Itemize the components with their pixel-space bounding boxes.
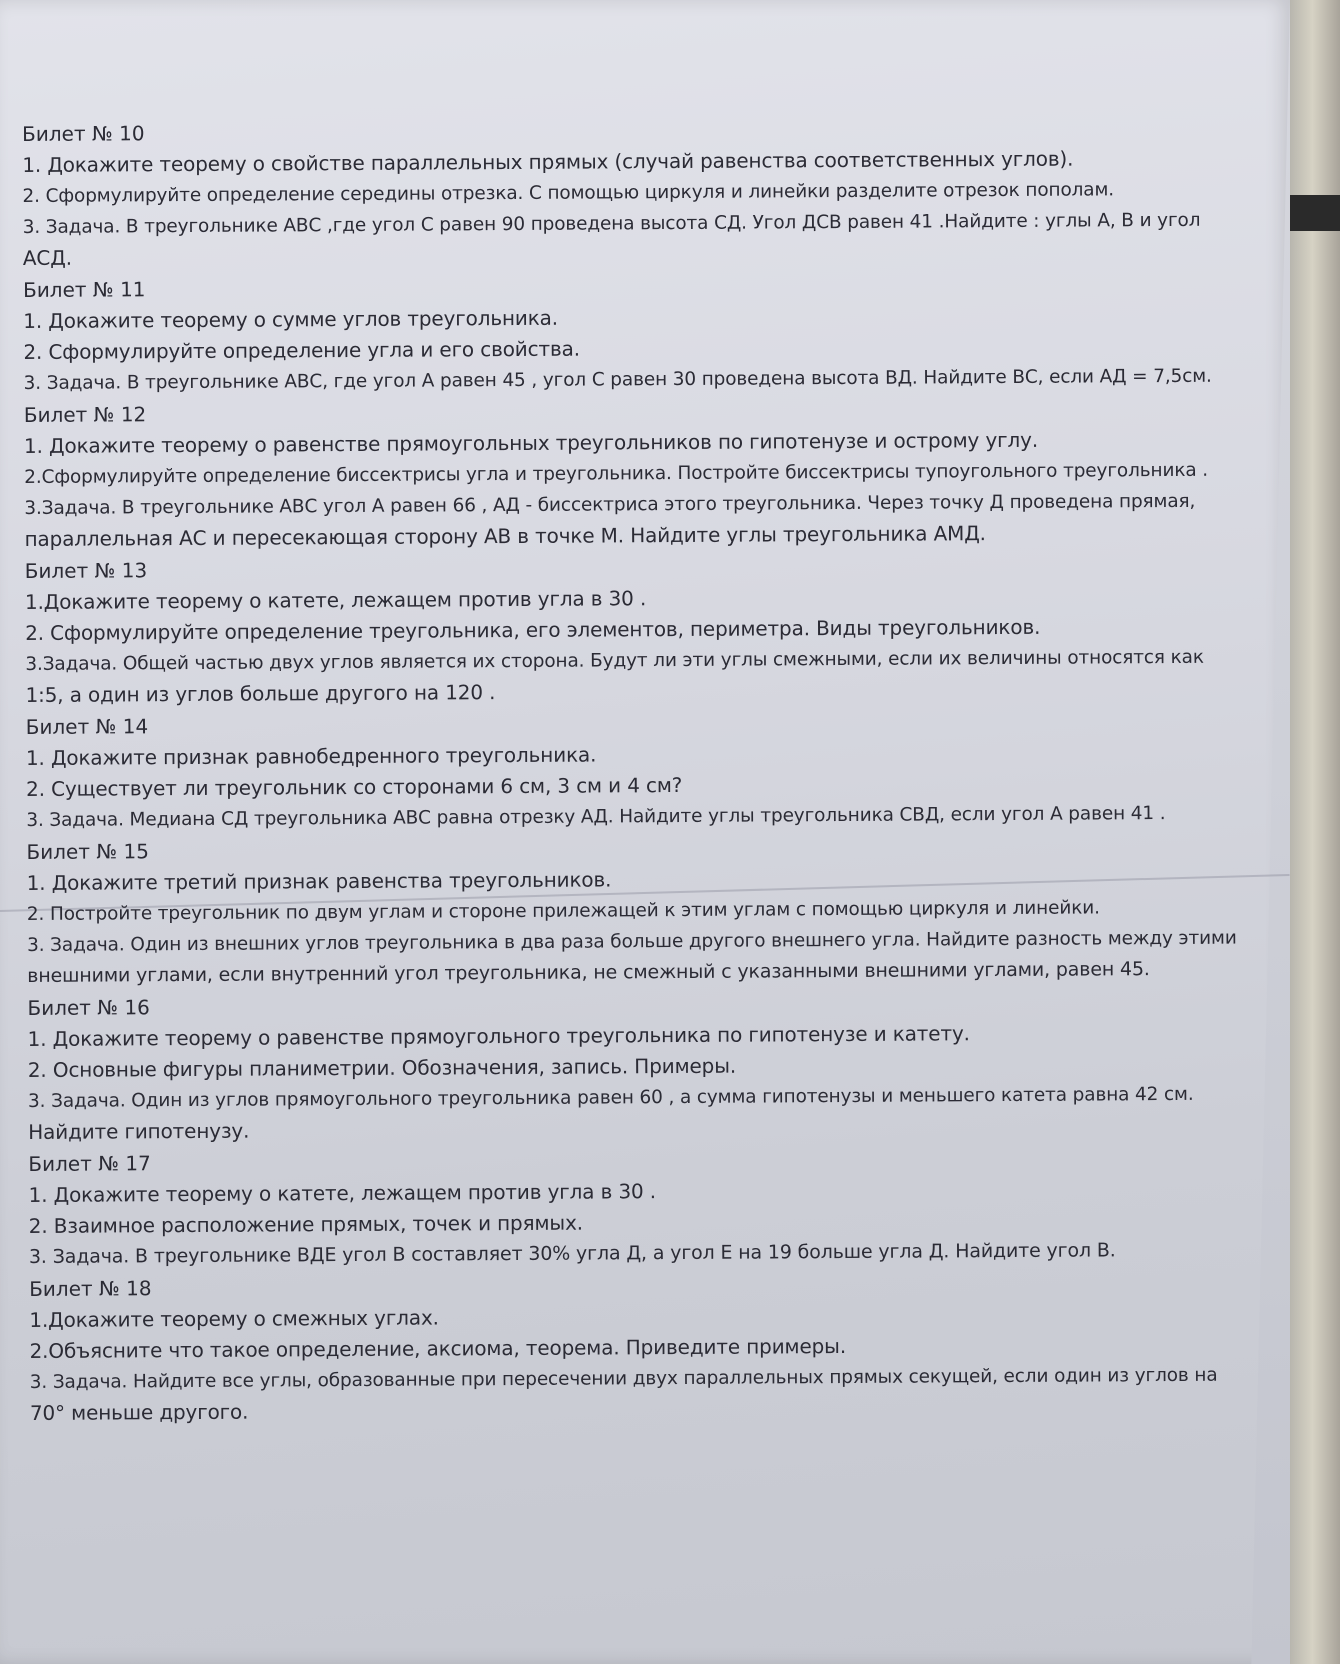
ticket-question: 1. Докажите признак равнобедренного треугольника.	[25, 742, 597, 770]
ticket-task-continuation: параллельная АС и пересекающая сторону АВ в точке М. Найдите углы треугольника АМД.	[24, 521, 986, 551]
ticket-question: 1. Докажите теорему о сумме углов треугольника.	[23, 305, 559, 333]
ticket-task: 3. Задача. В треугольнике ВДЕ угол В составляет 30% угла Д, а угол Е на 19 больше угла Д. Найдите угол В.	[28, 1239, 1116, 1268]
ticket-task: 3. Задача. Найдите все углы, образованные при пересечении двух параллельных прямых секущей, если один из углов на	[29, 1364, 1218, 1393]
ticket-11	[23, 266, 1289, 399]
ticket-list	[22, 110, 1295, 1429]
ticket-13	[25, 547, 1291, 711]
ticket-16	[27, 984, 1293, 1148]
ticket-question: 2. Взаимное расположение прямых, точек и прямых.	[28, 1210, 584, 1238]
ticket-question: 2. Основные фигуры планиметрии. Обозначения, запись. Примеры.	[27, 1053, 737, 1082]
ticket-17	[28, 1140, 1294, 1273]
ticket-task: 3.Задача. Общей частью двух углов является их сторона. Будут ли эти углы смежными, если их величины относятся как	[25, 646, 1204, 675]
ticket-task-continuation: 1:5, а один из углов больше другого на 120 .	[25, 680, 496, 707]
ticket-task-continuation: внешними углами, если внутренний угол треугольника, не смежный с указанными внешними углами, равен 45.	[27, 958, 1150, 987]
ticket-question: 2.Сформулируйте определение биссектрисы угла и треугольника. Постройте биссектрисы тупоугольного треугольника .	[24, 459, 1209, 488]
ticket-title: Билет № 13	[24, 558, 148, 583]
ticket-question: 1. Докажите теорему о свойстве параллельных прямых (случай равенства соответственных углов).	[22, 146, 1074, 177]
ticket-question: 1. Докажите теорему о равенстве прямоугольного треугольника по гипотенузе и катету.	[27, 1021, 970, 1051]
ticket-task: 3. Задача. Один из внешних углов треугольника в два раза больше другого внешнего угла. Найдите разность между этими	[26, 927, 1237, 956]
ticket-question: 2. Постройте треугольник по двум углам и стороне прилежащей к этим углам с помощью циркуля и линейки.	[26, 897, 1100, 925]
ticket-title: Билет № 16	[27, 995, 150, 1020]
ticket-task: 3. Задача. Один из углов прямоугольного треугольника равен 60 , а сумма гипотенузы и меньшего катета равна 42 см.	[27, 1083, 1194, 1112]
ticket-task-continuation: 70° меньше другого.	[29, 1399, 249, 1425]
ticket-question: 1. Докажите теорему о катете, лежащем против угла в 30 .	[28, 1179, 657, 1207]
ticket-question: 1.Докажите теорему о катете, лежащем против угла в 30 .	[24, 586, 647, 614]
ticket-question: 2. Сформулируйте определение треугольника, его элементов, периметра. Виды треугольников.	[25, 614, 1041, 645]
ticket-18	[29, 1265, 1295, 1429]
ticket-question: 1.Докажите теорему о смежных углах.	[29, 1305, 439, 1332]
ticket-title: Билет № 11	[22, 277, 146, 302]
ticket-task: 3. Задача. В треугольнике АВС, где угол А равен 45 , угол С равен 30 проведена высота ВД. Найдите ВС, если АД = 7,5см.	[23, 365, 1212, 394]
ticket-task: 3.Задача. В треугольнике АВС угол А равен 66 , АД - биссектриса этого треугольника. Через точку Д проведена прямая,	[24, 490, 1196, 519]
ticket-title: Билет № 17	[28, 1151, 151, 1176]
ticket-14	[26, 703, 1292, 836]
ticket-question: 2. Существует ли треугольник со сторонами 6 см, 3 см и 4 см?	[26, 772, 683, 801]
ticket-question: 2. Сформулируйте определение угла и его свойства.	[23, 336, 580, 364]
ticket-10	[22, 110, 1288, 274]
ticket-question: 2. Сформулируйте определение середины отрезка. С помощью циркуля и линейки разделите отрезок пополам.	[22, 179, 1115, 207]
ticket-task-continuation: АСД.	[22, 245, 72, 270]
ticket-title: Билет № 14	[25, 714, 149, 739]
ticket-title: Билет № 18	[29, 1276, 152, 1301]
ticket-title: Билет № 10	[22, 121, 145, 146]
ticket-task-continuation: Найдите гипотенузу.	[28, 1118, 250, 1144]
background-object	[1290, 0, 1340, 1664]
ticket-question: 2.Объясните что такое определение, аксиома, теорема. Приведите примеры.	[29, 1333, 847, 1363]
background-dark-stripe	[1290, 195, 1340, 231]
ticket-title: Билет № 12	[23, 402, 147, 427]
ticket-task: 3. Задача. В треугольнике АВС ,где угол С равен 90 проведена высота СД. Угол ДСВ равен 41 .Найдите : углы А, В и угол	[22, 209, 1201, 238]
ticket-question: 1. Докажите теорему о равенстве прямоугольных треугольников по гипотенузе и острому углу.	[23, 427, 1039, 458]
ticket-title: Билет № 15	[26, 839, 149, 864]
ticket-15	[26, 828, 1292, 992]
ticket-task: 3. Задача. Медиана СД треугольника АВС равна отрезку АД. Найдите углы треугольника СВД, если угол А равен 41 .	[26, 803, 1166, 831]
ticket-question: 1. Докажите третий признак равенства треугольников.	[26, 867, 612, 895]
ticket-12	[24, 391, 1290, 555]
